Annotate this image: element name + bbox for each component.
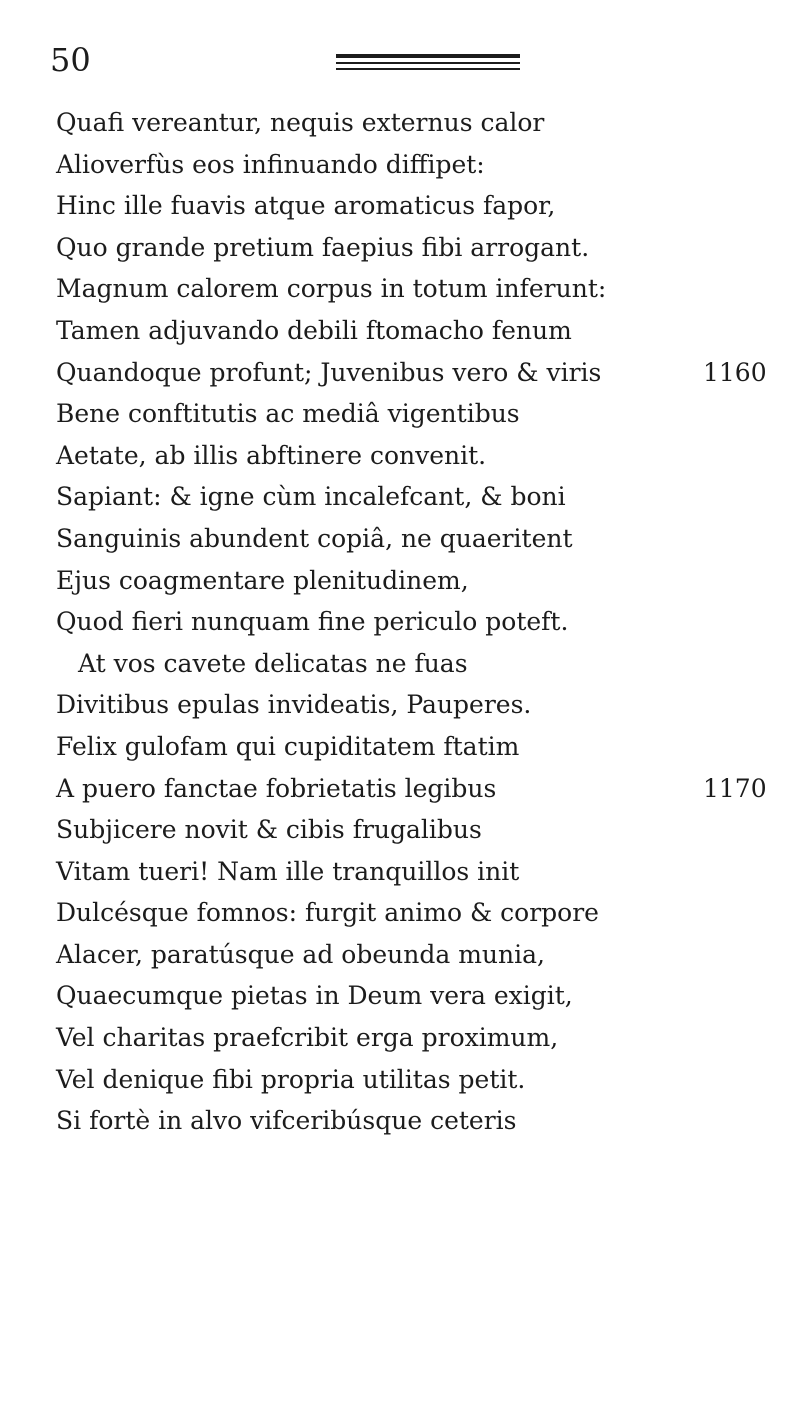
- header-rule-thin: [336, 68, 520, 70]
- verse-line: [56, 1059, 756, 1101]
- verse-line-text: Sanguinis abundent copiâ, ne quaeritent: [56, 523, 573, 553]
- verse-line: [56, 435, 756, 477]
- verse-line-text: Quod fieri nunquam fine periculo poteft.: [56, 607, 569, 637]
- verse-line: [56, 476, 756, 518]
- header-rule-thick: [336, 54, 520, 58]
- verse-line-text: Ejus coagmentare plenitudinem,: [56, 565, 469, 595]
- verse-line-text: Si fortè in alvo vifceribúsque ceteris: [56, 1106, 517, 1136]
- verse-line: [56, 684, 756, 726]
- verse-line: [56, 601, 756, 643]
- verse-line-text: Sapiant: & igne cùm incalefcant, & boni: [56, 482, 566, 512]
- verse-line-text: Tamen adjuvando debili ftomacho fenum: [56, 315, 572, 345]
- verse-line: [56, 268, 756, 310]
- verse-line-text: Vel charitas praefcribit erga proximum,: [56, 1023, 559, 1053]
- verse-line-text: Divitibus epulas invideatis, Pauperes.: [56, 690, 532, 720]
- verse-line: [56, 809, 756, 851]
- verse-line: [56, 643, 756, 685]
- verse-line: [56, 393, 756, 435]
- verse-line: [56, 975, 756, 1017]
- verse-line-text: Vel denique fibi propria utilitas petit.: [56, 1064, 526, 1094]
- verse-line-text: Alacer, paratúsque ad obeunda munia,: [56, 939, 545, 969]
- verse-line: [56, 1017, 756, 1059]
- verse-line: [56, 560, 756, 602]
- verse-line-text: Quafi vereantur, nequis externus calor: [56, 108, 545, 137]
- verse-line: [56, 726, 756, 768]
- verse-line-text: Quo grande pretium faepius fibi arrogant.: [56, 232, 590, 262]
- header-rule-thin: [336, 62, 520, 64]
- verse-line: [56, 518, 756, 560]
- verse-line-text: At vos cavete delicatas ne fuas: [78, 648, 468, 678]
- verse-line: [56, 892, 756, 934]
- verse-line-text: Alioverfùs eos infinuando diffipet:: [56, 149, 485, 179]
- verse-line-text: Quandoque profunt; Juvenibus vero & viris: [56, 357, 602, 387]
- verse-line: [56, 1100, 756, 1142]
- verse-line: [56, 851, 756, 893]
- verse-line: [56, 352, 767, 394]
- verse-line-text: Magnum calorem corpus in totum inferunt:: [56, 274, 607, 304]
- verse-line: [56, 227, 756, 269]
- verse-line: [56, 185, 756, 227]
- verse-line-text: Subjicere novit & cibis frugalibus: [56, 815, 482, 845]
- verse-line: [56, 102, 756, 144]
- verse-line-text: Hinc ille fuavis atque aromaticus fapor,: [56, 191, 556, 221]
- line-number: 1170: [703, 773, 767, 803]
- verse-line: [56, 934, 756, 976]
- verse-line-text: Quaecumque pietas in Deum vera exigit,: [56, 981, 573, 1011]
- verse-text: [56, 102, 767, 1142]
- verse-line-text: Aetate, ab illis abftinere convenit.: [56, 440, 487, 470]
- page-number: 50: [50, 41, 91, 79]
- verse-line: [56, 144, 756, 186]
- line-number: 1160: [703, 357, 767, 387]
- verse-line: [56, 310, 756, 352]
- verse-line-text: Bene conftitutis ac mediâ vigentibus: [56, 399, 520, 429]
- verse-line-text: Felix gulofam qui cupiditatem ftatim: [56, 731, 520, 761]
- verse-line-text: Vitam tueri! Nam ille tranquillos init: [56, 856, 520, 886]
- verse-line: [56, 768, 767, 810]
- verse-line-text: Dulcésque fomnos: furgit animo & corpore: [56, 898, 599, 928]
- verse-line-text: A puero fanctae fobrietatis legibus: [56, 773, 497, 803]
